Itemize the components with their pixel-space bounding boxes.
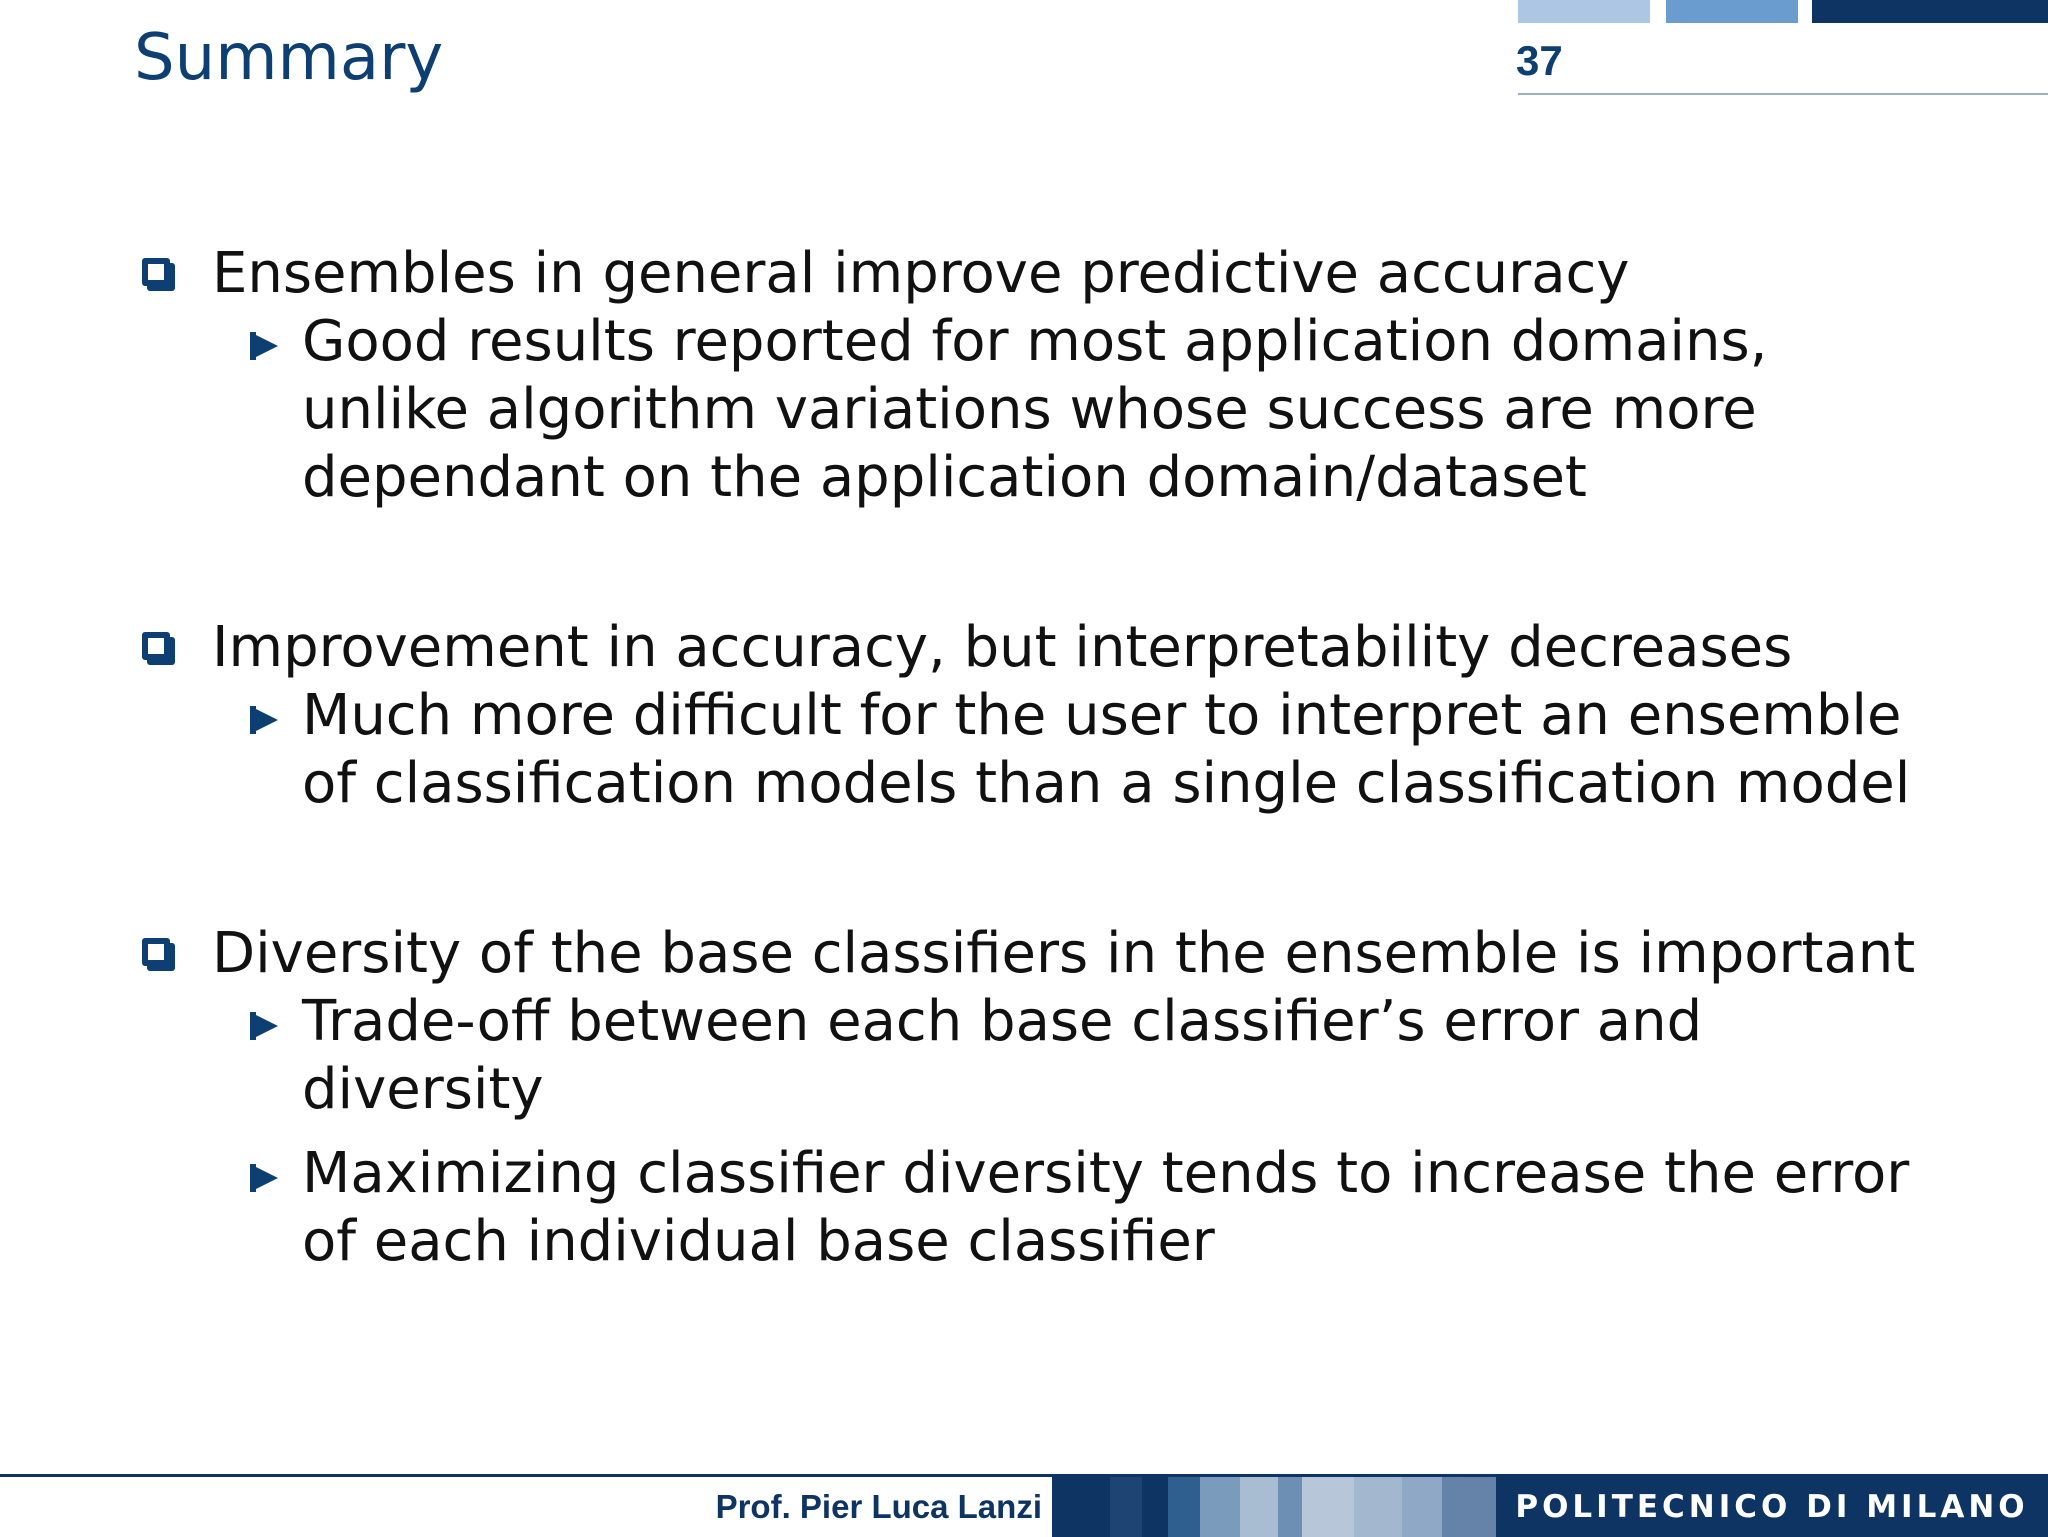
sub-bullet-item [138, 308, 2018, 512]
sub-bullet-line: unlike algorithm variations whose success are more [302, 377, 1757, 442]
checkbox-bullet-icon [142, 938, 170, 966]
sub-bullet-list [212, 682, 2018, 818]
footer-stripe [1278, 1477, 1302, 1537]
arrow-bullet-icon [250, 1164, 278, 1192]
arrow-bullet-icon [250, 332, 278, 360]
page-number: 37 [1516, 37, 1563, 84]
footer-stripe [1402, 1477, 1442, 1537]
footer-stripe [1142, 1477, 1168, 1537]
footer-stripe [1442, 1477, 1496, 1537]
bullet-text: Diversity of the base classifiers in the ensemble is important [212, 921, 1916, 986]
bullet-item [138, 920, 2018, 1276]
sub-bullet-line: dependant on the application domain/dataset [302, 445, 1587, 510]
bullet-text: Improvement in accuracy, but interpretability decreases [212, 615, 1793, 680]
sub-bullet-line: of each individual base classifier [302, 1209, 1215, 1274]
footer-stripe [1052, 1477, 1110, 1537]
footer-author: Prof. Pier Luca Lanzi [715, 1488, 1042, 1525]
bullet-item [138, 614, 2018, 818]
sub-bullet-line: of classification models than a single classification model [302, 751, 1911, 816]
footer-stripe-band [1052, 1477, 1496, 1537]
sub-bullet-line: diversity [302, 1057, 544, 1122]
sub-bullet-line: Maximizing classifier diversity tends to increase the error [302, 1141, 1910, 1206]
bullet-item [138, 240, 2018, 512]
header-accent-bar-dark [1812, 0, 2048, 23]
checkbox-bullet-icon [142, 258, 170, 286]
header-divider [1518, 93, 2048, 95]
arrow-bullet-icon [250, 1012, 278, 1040]
header-accent-bar-medium [1666, 0, 1798, 23]
footer-stripe [1302, 1477, 1354, 1537]
sub-bullet-list [212, 308, 2018, 512]
sub-bullet-item [138, 1140, 2018, 1276]
footer-stripe [1354, 1477, 1402, 1537]
bullet-list [138, 240, 2018, 1276]
footer-stripe [1200, 1477, 1240, 1537]
sub-bullet-line: Much more difficult for the user to interpret an ensemble [302, 683, 1902, 748]
slide-title: Summary [134, 21, 444, 95]
header-accent-bar-light [1518, 0, 1650, 23]
checkbox-bullet-icon [142, 632, 170, 660]
footer-stripe [1168, 1477, 1200, 1537]
sub-bullet-item [138, 682, 2018, 818]
sub-bullet-line: Good results reported for most application domains, [302, 309, 1768, 374]
sub-bullet-list [212, 988, 2018, 1276]
sub-bullet-item [138, 988, 2018, 1124]
footer-stripe [1240, 1477, 1278, 1537]
footer-institution-logo: POLITECNICO DI MILANO [1496, 1477, 2048, 1537]
arrow-bullet-icon [250, 706, 278, 734]
sub-bullet-line: Trade-off between each base classifier’s error and [302, 989, 1703, 1054]
footer-stripe [1110, 1477, 1142, 1537]
bullet-text: Ensembles in general improve predictive accuracy [212, 241, 1630, 306]
